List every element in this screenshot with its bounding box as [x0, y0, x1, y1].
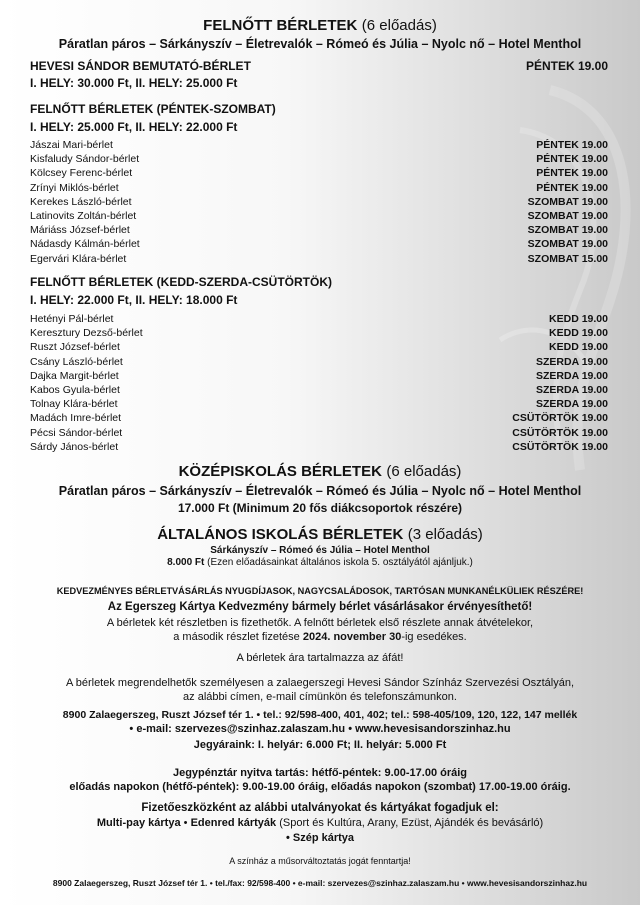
fri-sat-title: FELNŐTT BÉRLETEK (PÉNTEK-SZOMBAT) — [30, 102, 276, 116]
email-line: • e-mail: szervezes@szinhaz.zalaszam.hu • www.hevesisandorszinhaz.hu — [129, 723, 511, 735]
footer-contact: 8900 Zalaegerszeg, Ruszt József tér 1. • tel./fax: 92/598-400 • e-mail: szervezes@szinhaz.zalaszam.hu • www.hevesisandorszinhaz.hu — [52, 878, 588, 888]
adult-6-plays: Páratlan páros – Sárkányszív – Életrevalók – Rómeó és Júlia – Nyolc nő – Hotel Menthol — [58, 37, 582, 51]
list-item: Jászai Mari-bérlet PÉNTEK 19.00 — [30, 139, 608, 151]
list-item: Egervári Klára-bérlet SZOMBAT 15.00 — [30, 252, 608, 265]
highschool-price: 17.000 Ft (Minimum 20 fős diákcsoportok részére) — [177, 501, 463, 515]
fri-sat-list — [30, 138, 608, 266]
list-item: Ruszt József-bérlet KEDD 19.00 — [30, 341, 608, 354]
elementary-plays: Sárkányszív – Rómeó és Júlia – Hotel Menthol — [210, 545, 430, 556]
list-item: Kisfaludy Sándor-bérlet PÉNTEK 19.00 — [30, 153, 608, 166]
premiere-prices: I. HELY: 30.000 Ft, II. HELY: 25.000 Ft — [30, 76, 238, 90]
list-item: Pécsi Sándor-bérlet CSÜTÖRTÖK 19.00 — [30, 426, 608, 439]
tue-thu-title: FELNŐTT BÉRLETEK (KEDD-SZERDA-CSÜTÖRTÖK) — [30, 275, 332, 289]
list-item: Dajka Margit-bérlet SZERDA 19.00 — [30, 369, 608, 382]
list-item: Keresztury Dezső-bérlet KEDD 19.00 — [30, 327, 608, 340]
box-office-hours-1: Jegypénztár nyitva tartás: hétfő-péntek: 9.00-17.00 óráig — [172, 767, 468, 779]
address-line: 8900 Zalaegerszeg, Ruszt József tér 1. • tel.: 92/598-400, 401, 402; tel.: 598-405/109, 120, 122, 147 mellék — [62, 709, 578, 721]
list-item: Nádasdy Kálmán-bérlet SZOMBAT 19.00 — [30, 238, 608, 251]
tue-thu-list — [30, 312, 608, 454]
list-item: Máriáss József-bérlet SZOMBAT 19.00 — [30, 224, 608, 237]
highschool-plays: Páratlan páros – Sárkányszív – Életrevalók – Rómeó és Júlia – Nyolc nő – Hotel Menthol — [58, 484, 582, 498]
tue-thu-prices: I. HELY: 22.000 Ft, II. HELY: 18.000 Ft — [30, 293, 238, 307]
reserve-notice: A színház a műsorváltoztatás jogát fenntartja! — [229, 856, 411, 866]
elementary-title: ÁLTALÁNOS ISKOLÁS BÉRLETEK (3 előadás) — [157, 526, 483, 543]
adult-6-title: FELNŐTT BÉRLETEK (6 előadás) — [203, 17, 437, 34]
list-item: Tolnay Klára-bérlet SZERDA 19.00 — [30, 398, 608, 411]
order-line-1: A bérletek megrendelhetők személyesen a zalaegerszegi Hevesi Sándor Színház Szervezési Osztályán, — [65, 677, 575, 689]
elementary-note: (Ezen előadásainkat általános iskola 5. osztályától ajánljuk.) — [207, 557, 473, 568]
elementary-price-row — [20, 557, 620, 568]
list-item: Madách Imre-bérlet CSÜTÖRTÖK 19.00 — [30, 412, 608, 425]
list-item: Latinovits Zoltán-bérlet SZOMBAT 19.00 — [30, 210, 608, 223]
discount-notice: KEDVEZMÉNYES BÉRLETVÁSÁRLÁS NYUGDÍJASOK, NAGYCSALÁDOSOK, TARTÓSAN MUNKANÉLKÜLIEK RÉSZÉRE! — [56, 586, 584, 596]
list-item: Csány László-bérlet SZERDA 19.00 — [30, 355, 608, 368]
list-item: Hetényi Pál-bérlet KEDD 19.00 — [30, 313, 608, 325]
highschool-title: KÖZÉPISKOLÁS BÉRLETEK (6 előadás) — [178, 463, 462, 480]
premiere-day: PÉNTEK 19.00 — [525, 59, 608, 73]
vat-notice: A bérletek ára tartalmazza az áfát! — [236, 652, 404, 664]
szep-card: • Szép kártya — [285, 832, 355, 844]
elementary-price: 8.000 Ft — [167, 557, 205, 568]
payment-methods: Multi-pay kártya • Edenred kártyák (Sport és Kultúra, Arany, Ezüst, Ajándék és bevásárló) — [96, 817, 544, 829]
list-item: Kerekes László-bérlet SZOMBAT 19.00 — [30, 195, 608, 208]
ticket-prices: Jegyáraink: I. helyár: 6.000 Ft; II. helyár: 5.000 Ft — [193, 739, 447, 751]
payment-notice: Fizetőeszközként az alábbi utalványokat és kártyákat fogadjuk el: — [141, 802, 499, 814]
premiere-name: HEVESI SÁNDOR BEMUTATÓ-BÉRLET — [30, 59, 251, 73]
box-office-hours-2: előadás napokon (hétfő-péntek): 9.00-19.00 óráig, előadás napokon (szombat) 17.00-19.00 óráig. — [69, 781, 571, 793]
list-item: Kabos Gyula-bérlet SZERDA 19.00 — [30, 384, 608, 397]
card-notice: Az Egerszeg Kártya Kedvezmény bármely bérlet vásárlásakor érvényesíthető! — [107, 601, 533, 613]
list-item: Sárdy János-bérlet CSÜTÖRTÖK 19.00 — [30, 440, 608, 453]
premiere-row — [30, 59, 608, 73]
list-item: Kölcsey Ferenc-bérlet PÉNTEK 19.00 — [30, 167, 608, 180]
installment-line-2: a második részlet fizetése 2024. november 30-ig esedékes. — [173, 631, 467, 643]
fri-sat-prices: I. HELY: 25.000 Ft, II. HELY: 22.000 Ft — [30, 120, 238, 134]
list-item: Zrínyi Miklós-bérlet PÉNTEK 19.00 — [30, 181, 608, 194]
order-line-2: az alábbi címen, e-mail címünkön és telefonszámunkon. — [183, 691, 457, 703]
installment-line-1: A bérletek két részletben is fizethetők. A felnőtt bérletek első részlete annak átvételekor, — [106, 617, 534, 629]
